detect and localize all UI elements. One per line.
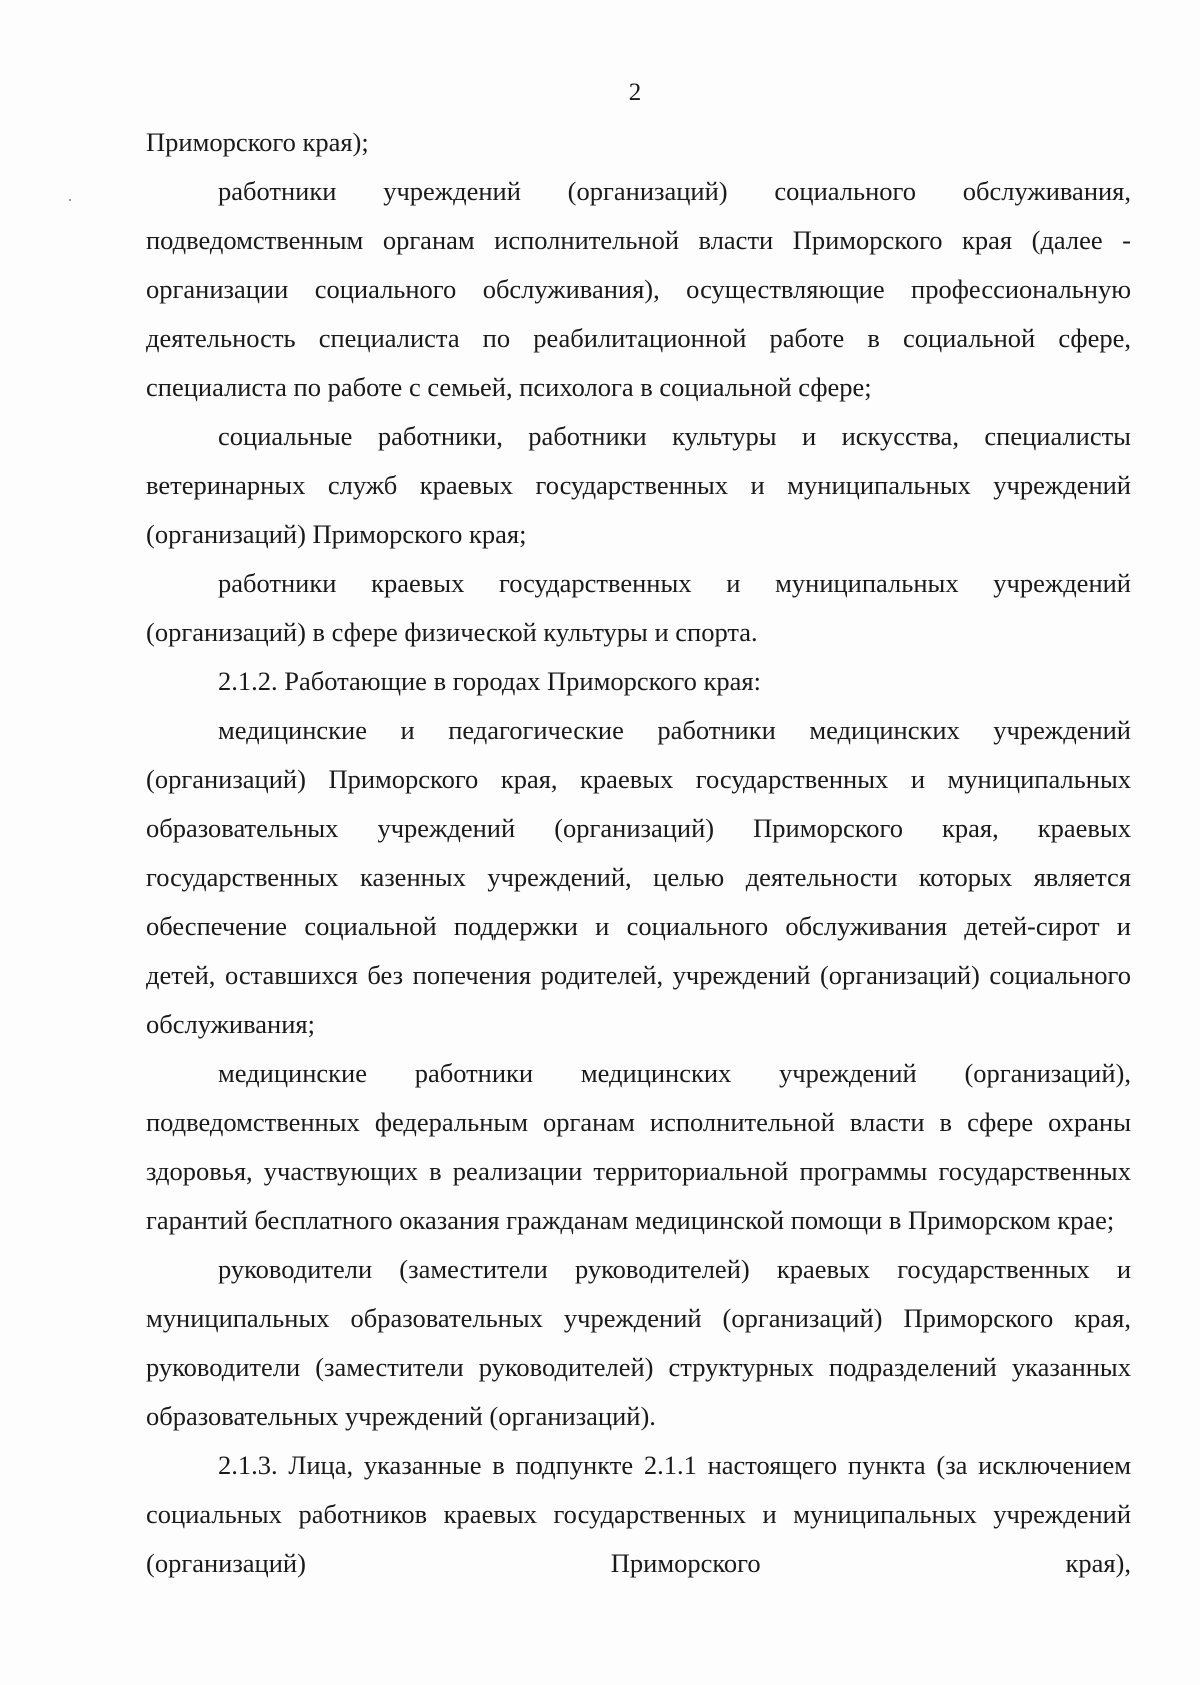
paragraph-continuation: Приморского края); bbox=[146, 127, 369, 157]
paragraph-medical-pedagogical-workers: медицинские и педагогические работники медицинских учреждений (организаций) Приморского края, краевых государственных и муниципальных образовательных учреждений (организаций) Приморского края, краевых государственных казенных учреждений, целью деятельности которых является обеспечение социальной поддержки и социального обслуживания детей-сирот и детей, оставшихся без попечения родителей, учреждений (организаций) социального обслуживания; bbox=[146, 715, 1131, 1039]
document-body bbox=[146, 118, 1131, 1588]
paragraph-social-service-workers: работники учреждений (организаций) социального обслуживания, подведомственным органам исполнительной власти Приморского края (далее - организации социального обслуживания), осуществляющие профессиональную деятельность специалиста по реабилитационной работе в социальной сфере, специалиста по работе с семьей, психолога в социальной сфере; bbox=[146, 176, 1131, 402]
paragraph-education-heads: руководители (заместители руководителей) краевых государственных и муниципальных образовательных учреждений (организаций) Приморского края, руководители (заместители руководителей) структурных подразделений указанных образовательных учреждений (организаций). bbox=[146, 1254, 1131, 1431]
scan-speck bbox=[69, 199, 71, 201]
paragraph-culture-veterinary-workers: социальные работники, работники культуры и искусства, специалисты ветеринарных служб краевых государственных и муниципальных учреждений (организаций) Приморского края; bbox=[146, 421, 1131, 549]
page-number: 2 bbox=[628, 79, 642, 106]
paragraph-federal-medical-workers: медицинские работники медицинских учреждений (организаций), подведомственных федеральным органам исполнительной власти в сфере охраны здоровья, участвующих в реализации территориальной программы государственных гарантий бесплатного оказания гражданам медицинской помощи в Приморском крае; bbox=[146, 1058, 1131, 1235]
paragraph-clause-2-1-3: 2.1.3. Лица, указанные в подпункте 2.1.1 настоящего пункта (за исключением социальных работников краевых государственных и муниципальных учреждений (организаций) Приморского края), bbox=[146, 1450, 1131, 1578]
paragraph-clause-2-1-2: 2.1.2. Работающие в городах Приморского края: bbox=[218, 666, 761, 696]
paragraph-sport-workers: работники краевых государственных и муниципальных учреждений (организаций) в сфере физической культуры и спорта. bbox=[146, 568, 1131, 647]
